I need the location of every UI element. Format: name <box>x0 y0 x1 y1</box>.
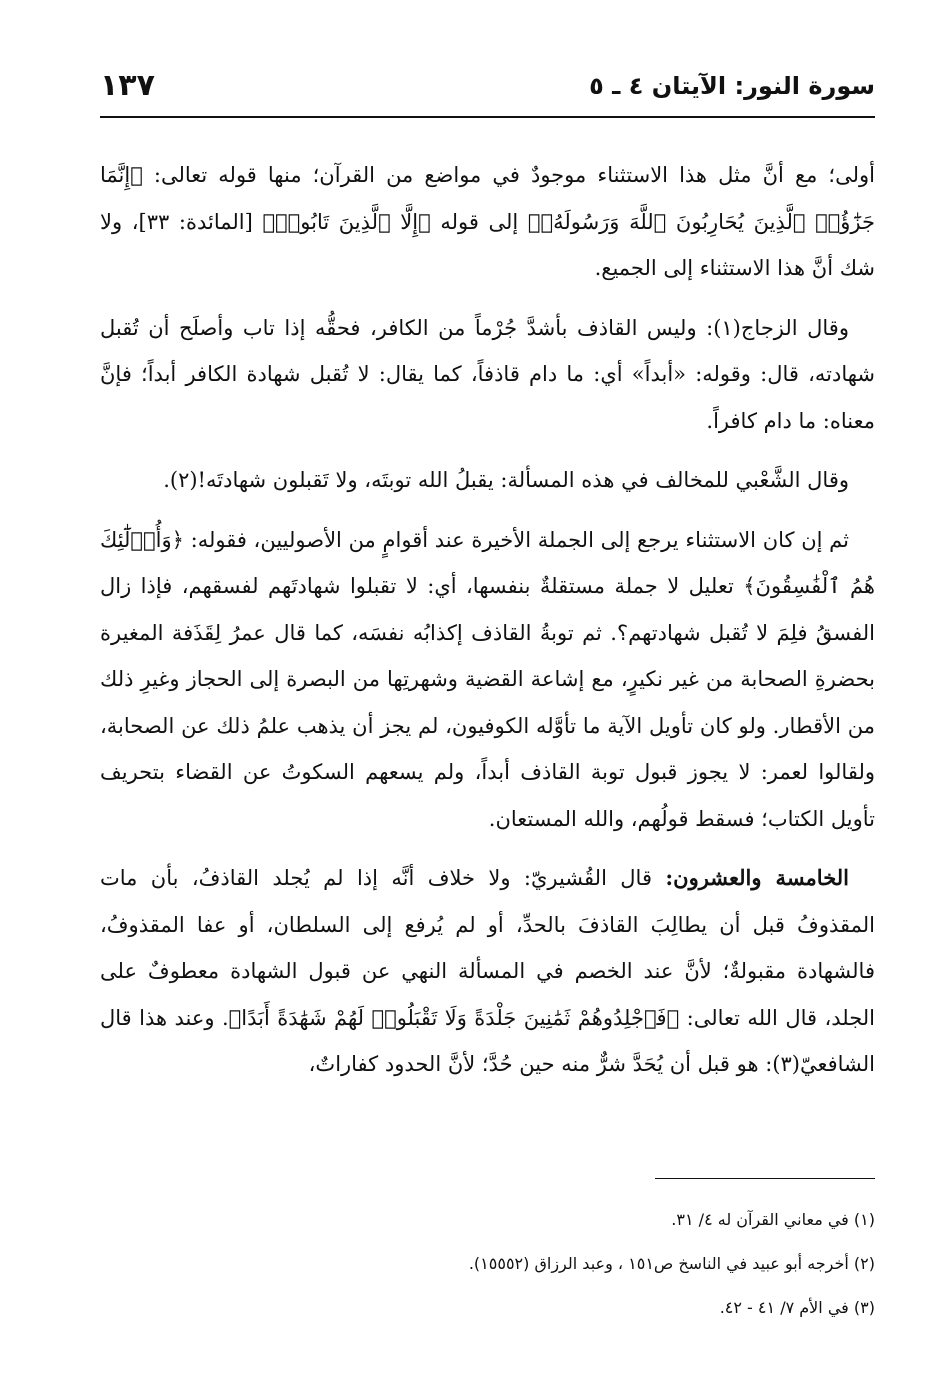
chapter-title: سورة النور: الآيتان ٤ ـ ٥ <box>589 72 875 100</box>
footnote-1: (١) في معاني القرآن له ٤/ ٣١. <box>671 1210 875 1229</box>
paragraph-4: ثم إن كان الاستثناء يرجع إلى الجملة الأخيرة عند أقوامٍ من الأصوليين، فقوله: ﴿وَأُو۟لَٰٓئِكَ هُمُ ٱلْفَٰسِقُونَ﴾ تعليل لا جملة مستقلةٌ بنفسها، أي: لا تقبلوا شهادتَهم لفسقهم، فإذا زال الفسقُ فلِمَ لا تُقبل شهادتهم؟. ثم توبةُ القاذف إكذابُه نفسَه، كما قال عمرُ لِقَذَفة المغيرة بحضرةِ الصحابة من غير نكيرٍ، مع إشاعة القضية وشهرتِها من البصرة إلى الحجاز وغيرِ ذلك من الأقطار. ولو كان تأويل الآية ما تأوَّله الكوفيون، لم يجز أن يذهب علمُ ذلك عن الصحابة، ولقالوا لعمر: لا يجوز قبول توبة القاذف أبداً، ولم يسعهم السكوتُ عن القضاء بتحريف تأويل الكتاب؛ فسقط قولُهم، والله المستعان. <box>100 527 875 831</box>
footnote-3: (٣) في الأم ٧/ ٤١ - ٤٢. <box>719 1298 875 1317</box>
paragraph-3: وقال الشَّعْبي للمخالف في هذه المسألة: يقبلُ الله توبتَه، ولا تَقبلون شهادتَه!(٢). <box>163 468 849 492</box>
paragraph-5 <box>100 855 875 1088</box>
header-rule <box>100 116 875 118</box>
page-number: ١٣٧ <box>100 68 155 103</box>
section-heading: الخامسة والعشرون: <box>665 865 849 890</box>
footnotes <box>100 1198 875 1330</box>
main-text <box>100 152 875 1101</box>
footnote-2: (٢) أخرجه أبو عبيد في الناسخ ص١٥١ ، وعبد الرزاق (١٥٥٥٢). <box>468 1254 875 1273</box>
footnote-rule <box>655 1178 875 1179</box>
page-header <box>100 68 875 112</box>
paragraph-2: وقال الزجاج(١): وليس القاذف بأشدَّ جُرْماً من الكافر، فحقُّه إذا تاب وأصلَح أن تُقبل شهادته، قال: وقوله: «أبداً» أي: ما دام قاذفاً، كما يقال: لا تُقبل شهادة الكافر أبداً؛ فإنَّ معناه: ما دام كافراً. <box>100 315 875 433</box>
paragraph-1: أولى؛ مع أنَّ مثل هذا الاستثناء موجودٌ في مواضع من القرآن؛ منها قوله تعالى: ﴿إِنَّمَا جَزَٰٓؤُا۟ ٱلَّذِينَ يُحَارِبُونَ ٱللَّهَ وَرَسُولَهُۥ﴾ إلى قوله ﴿إِلَّا ٱلَّذِينَ تَابُوا۟﴾ [المائدة: ٣٣]، ولا شك أنَّ هذا الاستثناء إلى الجميع. <box>100 163 875 280</box>
paragraph-5-text: قال القُشيريّ: ولا خلاف أنَّه إذا لم يُجلد القاذفُ، بأن مات المقذوفُ قبل أن يطالِبَ القاذفَ بالحدِّ، أو لم يُرفع إلى السلطان، أو عفا المقذوفُ، فالشهادة مقبولةٌ؛ لأنَّ عند الخصم في المسألة النهي عن قبول الشهادة معطوفٌ على الجلد، قال الله تعالى: ﴿فَٱجْلِدُوهُمْ ثَمَٰنِينَ جَلْدَةً وَلَا تَقْبَلُوا۟ لَهُمْ شَهَٰدَةً أَبَدًا﴾. وعند هذا قال الشافعيّ(٣): هو قبل أن يُحَدَّ شرٌّ منه حين حُدَّ؛ لأنَّ الحدود كفاراتٌ، <box>100 866 875 1076</box>
